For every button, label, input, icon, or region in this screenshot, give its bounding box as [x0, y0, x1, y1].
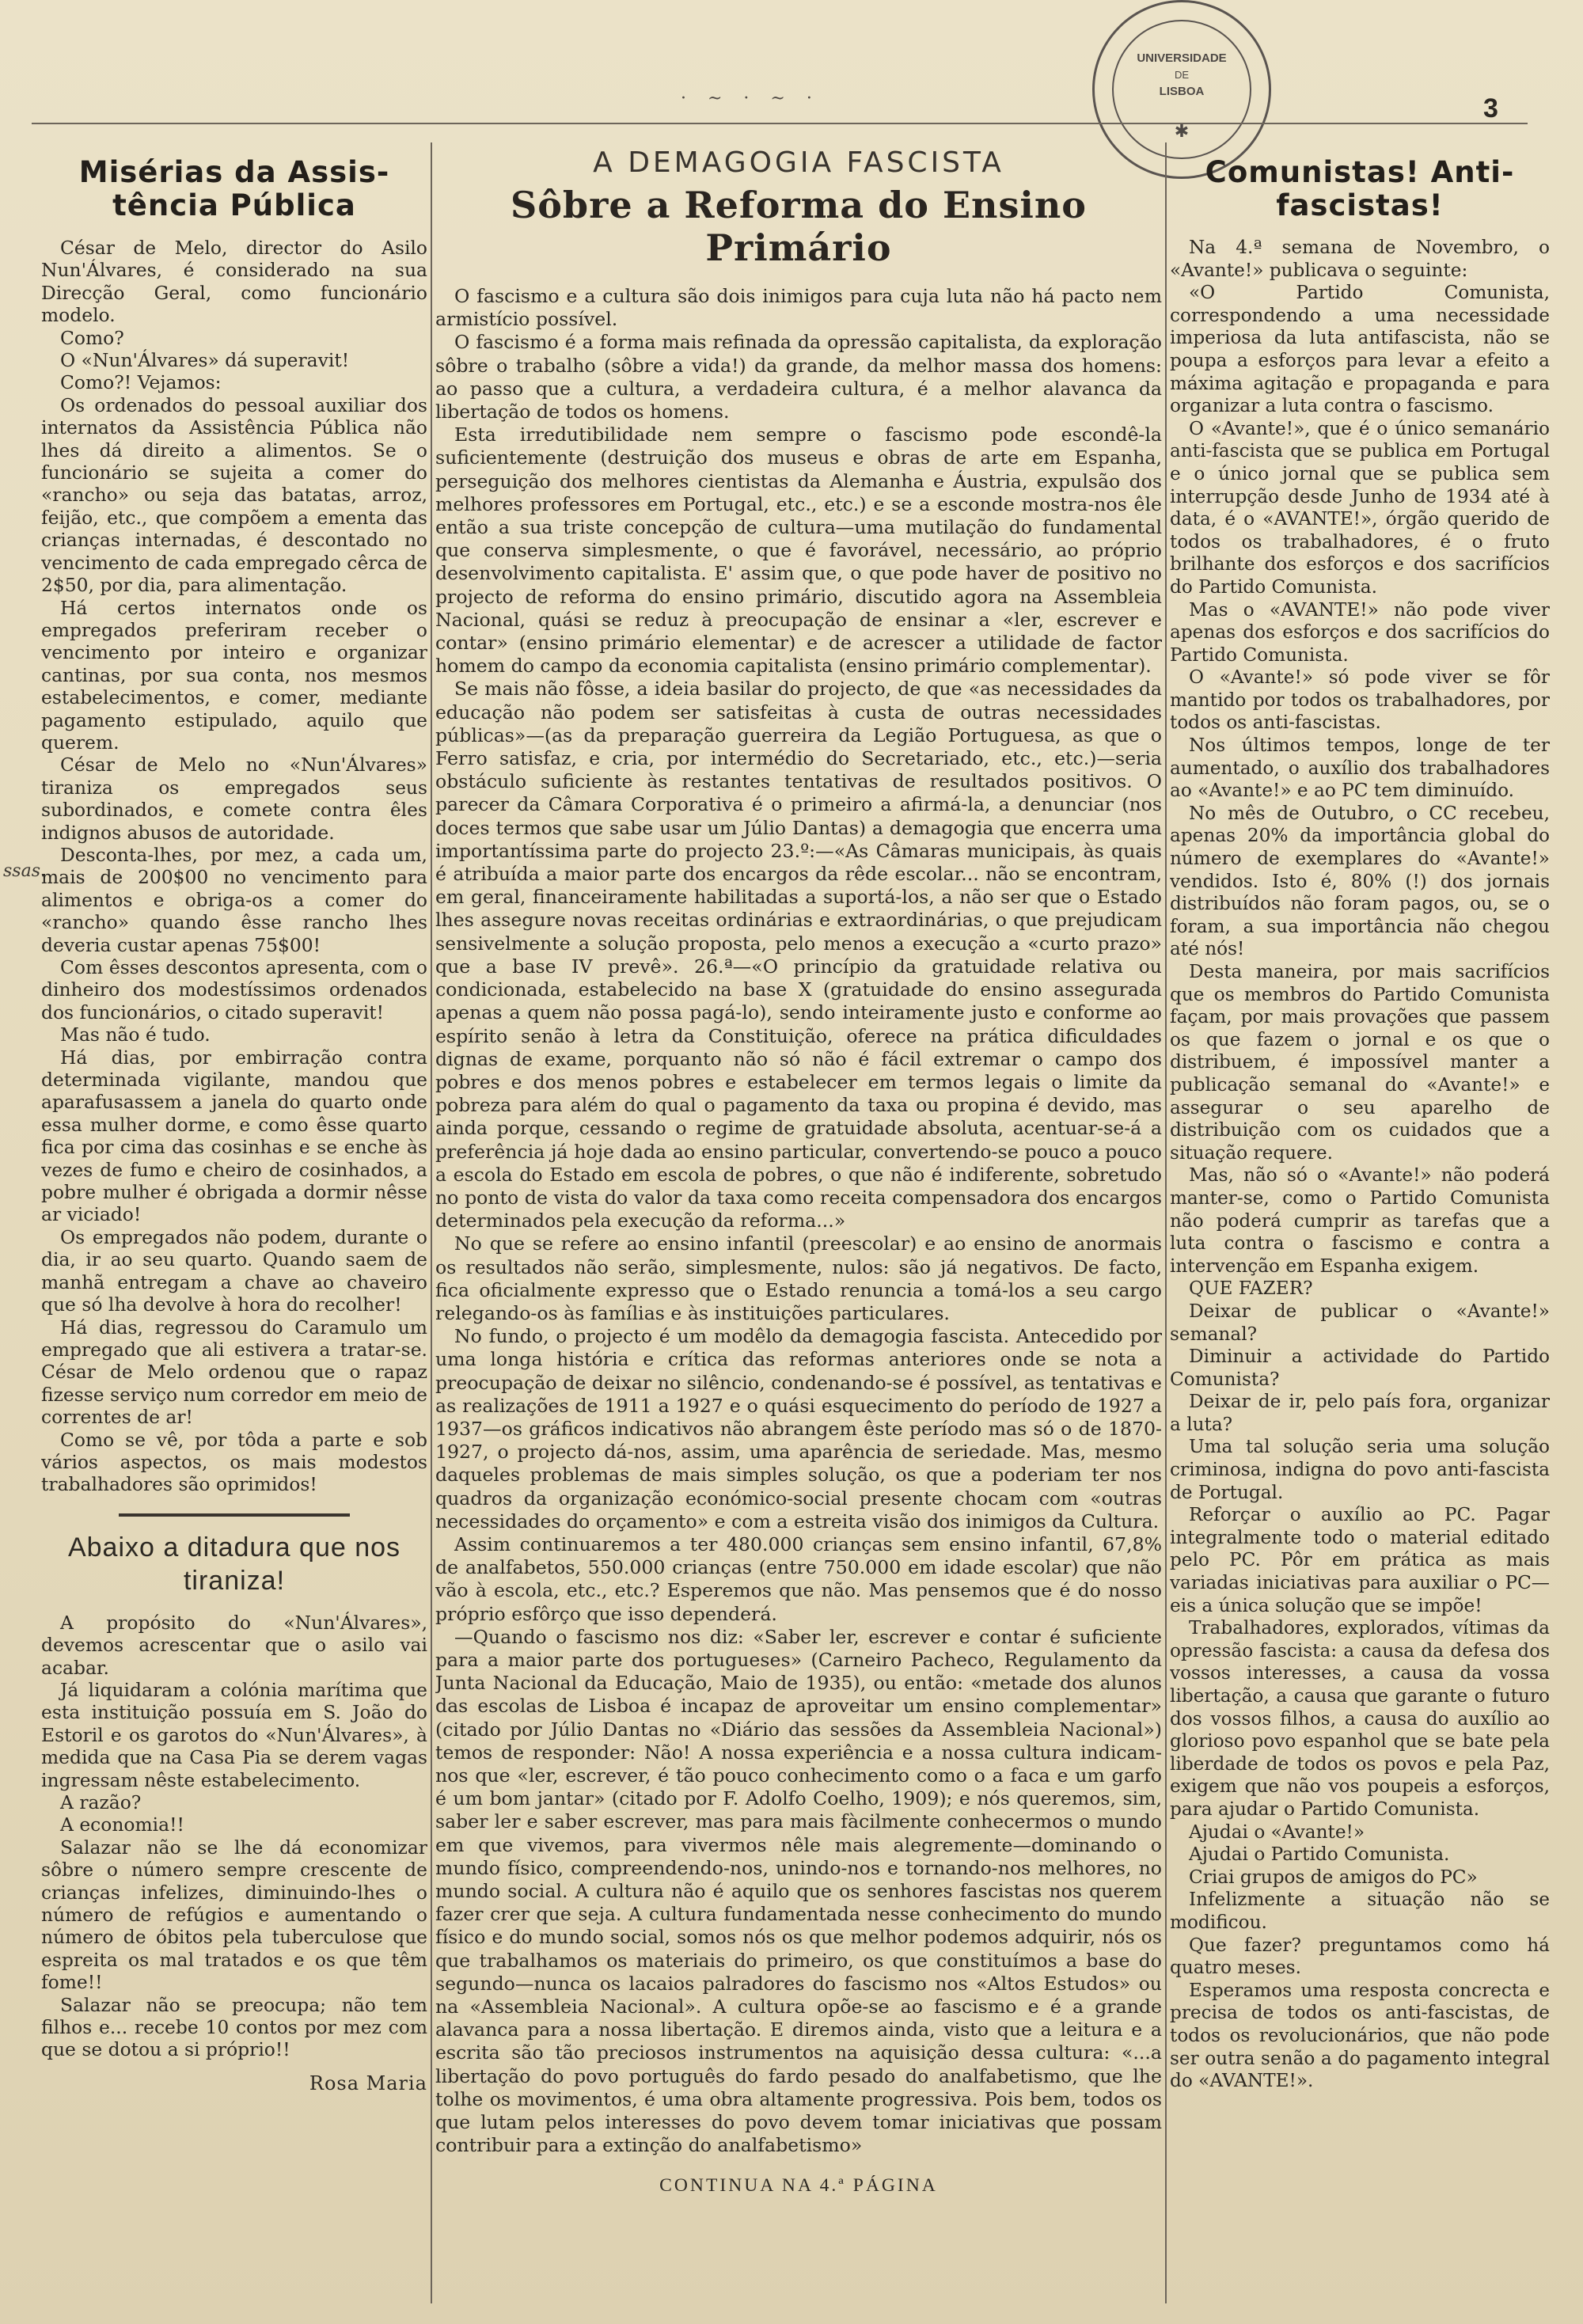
paragraph: Que fazer? preguntamos como há quatro meses. [1170, 1934, 1550, 1979]
right-article-body [1170, 237, 1550, 2093]
paragraph: O «Avante!» só pode viver se fôr mantido por todos os trabalhadores, por todos os anti-fascistas. [1170, 666, 1550, 734]
stamp-star-icon: ✱ [1174, 121, 1190, 141]
paragraph: Desconta-lhes, por mez, a cada um, mais de 200$00 no vencimento para alimentos e obriga-os a comer do «rancho» quando êsse rancho lhes deveria custar apenas 75$00! [41, 843, 427, 956]
paragraph: Desta maneira, por mais sacrifícios que os membros do Partido Comunista façam, por mais provações que passem os que fazem o jornal e os que o distribuem, é impossível manter a publicação semanal do «Avante!» e assegurar o seu aparelho de distribuição com os cuidados que a situação requere. [1170, 961, 1550, 1164]
paragraph: Os ordenados do pessoal auxiliar dos internatos da Assistência Pública não lhes dá direito a alimentos. Se o funcionário se sujeita a comer do «rancho» ou seja das batatas, arroz, feijão, etc., que compõem a ementa das crianças internadas, é descontado no vencimento de cada empregado cêrca de 2$50, por dia, para alimentação. [41, 393, 427, 597]
paragraph: —Quando o fascismo nos diz: «Saber ler, escrever e contar é suficiente para a maior parte dos portugueses» (Carneiro Pacheco, Regulamento da Junta Nacional da Educação, Maio de 1935), ou então: «metade dos alunos das escolas de Lisboa é incapaz de aproveitar um ensino complementar» (citado por Júlio Dantas no «Diário das sessões da Assembleia Nacional») temos de responder: Não! A nossa experiência e a nossa cultura indicam-nos que «ler, escrever, é tão pouco conhecimento como o a faca e um garfo é um bom jantar» (citado por F. Adolfo Coelho, 1909); e nós queremos, sim, saber ler e saber escrever, mas para mais fàcilmente conhecermos o mundo em que vivemos, para vivermos nêle mais alegremente—dominando o mundo físico, compreendendo-nos, unindo-nos e tornando-nos melhores, no mundo social. A cultura não é aquilo que os senhores fascistas nos querem fazer crer que seja. A cultura fundamentada nesse conhecimento do mundo físico e do mundo social, somos nós os que melhor podemos adquirir, nós os que trabalhamos os materiais do primeiro, os que constituímos a base do segundo—nunca os lacaios palradores do fascismo nos «Altos Estudos» ou na «Assembleia Nacional». A cultura opõe-se ao fascismo e é a grande alavanca para a nossa libertação. E diremos ainda, visto que a leitura e a escrita são tão preciosos instrumentos na aquisição dessa cultura: «...a libertação do povo português do fardo pesado do analfabetismo, que lhe tolhe os movimentos, é uma obra altamente progressiva. Pois bem, todos os que lutam pelos interesses do povo devem tomar iniciativas que possam contribuir para a extinção do analfabetismo» [435, 1625, 1162, 2157]
paragraph: Como se vê, por tôda a parte e sob vários aspectos, os mais modestos trabalhadores são oprimidos! [41, 1428, 427, 1496]
paragraph: Salazar não se lhe dá economizar sôbre o número sempre crescente de crianças infelizes, diminuindo-lhes o número de refúgios e aumentando o número de óbitos pela tuberculose que espreita os mal tratados e os que têm fome!! [41, 1836, 427, 1994]
separator-rule [119, 1513, 351, 1517]
paragraph: Mas, não só o «Avante!» não poderá manter-se, como o Partido Comunista não poderá cumprir as tarefas que a luta contra o fascismo e contra a intervenção em Espanha exigem. [1170, 1164, 1550, 1277]
left-article-body [41, 237, 427, 1496]
paragraph: Diminuir a actividade do Partido Comunista? [1170, 1346, 1550, 1390]
column-rule-left [431, 142, 432, 2303]
paragraph: Infelizmente a situação não se modificou. [1170, 1889, 1550, 1933]
paragraph: O «Avante!», que é o único semanário anti-fascista que se publica em Portugal e o único jornal que se publica sem interrupção desde Junho de 1934 até à data, é o «AVANTE!», órgão querido de todos os trabalhadores, é o fruto brilhante dos esforços e dos sacrifícios do Partido Comunista. [1170, 417, 1550, 598]
paragraph: «O Partido Comunista, correspondendo a uma necessidade imperiosa da luta antifascista, não se poupa a esforços para levar a efeito a máxima agitação e propaganda e para organizar a luta contra o fascismo. [1170, 282, 1550, 417]
center-column [435, 139, 1162, 2299]
paragraph: No que se refere ao ensino infantil (preescolar) e ao ensino de anormais os resultados não serão, simplesmente, nulos: são já negativos. De facto, fica oficialmente expresso que o Estado renuncia a tomá-los a seu cargo relegando-os às famílias e às instituições particulares. [435, 1232, 1162, 1324]
paragraph: Os empregados não podem, durante o dia, ir ao seu quarto. Quando saem de manhã entregam a chave ao chaveiro que só lha devolve à hora do recolher! [41, 1225, 427, 1316]
paragraph: Trabalhadores, explorados, vítimas da opressão fascista: a causa da defesa dos vossos interesses, a causa da vossa libertação, a causa que garante o futuro dos vossos filhos, a causa do auxílio ao glorioso povo espanhol que se bate pela liberdade de todos os povos e pela Paz, exigem que não vos poupeis a esforços, para ajudar o Partido Comunista. [1170, 1617, 1550, 1820]
paragraph: Deixar de publicar o «Avante!» semanal? [1170, 1300, 1550, 1345]
stamp-line-3: LISBOA [1159, 85, 1205, 98]
paragraph: O «Nun'Álvares» dá superavit! [60, 349, 350, 372]
paragraph: Reforçar o auxílio ao PC. Pagar integralmente todo o material editado pelo PC. Pôr em prática as mais variadas iniciativas para auxiliar o PC—eis a única solução que se impõe! [1170, 1504, 1550, 1616]
center-kicker: A DEMAGOGIA FASCISTA [593, 146, 1004, 179]
paragraph: Ajudai o «Avante!» [1189, 1821, 1365, 1843]
left-headline: Misérias da Assis-tência Pública [78, 155, 390, 222]
left-article-body-2 [41, 1612, 427, 2061]
center-headline: Sôbre a Reforma do Ensino Primário [511, 184, 1087, 269]
paragraph: Deixar de ir, pelo país fora, organizar a luta? [1170, 1391, 1550, 1435]
paragraph: Na 4.ª semana de Novembro, o «Avante!» publicava o seguinte: [1170, 237, 1550, 281]
paragraph: Criai grupos de amigos do PC» [1189, 1866, 1478, 1888]
stamp-line-1: UNIVERSIDADE [1137, 51, 1227, 65]
right-headline: Comunistas! Anti-fascistas! [1205, 155, 1515, 222]
paragraph: Nos últimos tempos, longe de ter aumentado, o auxílio dos trabalhadores ao «Avante!» e ao PC tem diminuído. [1170, 735, 1550, 802]
right-column [1170, 139, 1550, 2299]
paragraph: O fascismo e a cultura são dois inimigos para cuja luta não há pacto nem armistício possível. [435, 285, 1162, 331]
paragraph: Mas o «AVANTE!» não pode viver apenas dos esforços e dos sacrifícios do Partido Comunista. [1170, 598, 1550, 666]
paragraph: No mês de Outubro, o CC recebeu, apenas 20% da importância global do número de exemplares do «Avante!» vendidos. Isto é, 80% (!) dos jornais distribuídos não foram pagos, ou, se o foram, a sua importância não chegou até nós! [1170, 802, 1550, 960]
header-rule [32, 123, 1528, 124]
paragraph: A economia!! [60, 1813, 184, 1836]
paragraph: Esta irredutibilidade nem sempre o fascismo pode escondê-la suficientemente (destruição dos museus e obras de arte em Espanha, perseguição dos melhores cientistas da Alemanha e Áustria, expulsão dos melhores professores em Portugal, etc., etc.) e se a esconde mostra-nos êle então a sua triste concepção de cultura—uma mutilação do fundamental que conserva simplesmente, o que é favorável, necessário, ao próprio desenvolvimento capitalista. E' assim que, o que pode haver de positivo no projecto de reforma do ensino primário, discutido agora na Assembleia Nacional, quási se reduz à preocupação de ensinar a «ler, escrever e contar» (ensino primário elementar) e de acrescer a utilidade de factor homem do campo da economia capitalista (ensino primário complementar). [435, 423, 1162, 678]
paragraph: Assim continuaremos a ter 480.000 crianças sem ensino infantil, 67,8% de analfabetos, 550.000 crianças (entre 750.000 em idade escolar) que não vão à escola, etc., etc.? Esperemos que não. Mas pensemos que é do nosso próprio esfôrço que isso dependerá. [435, 1532, 1162, 1625]
paragraph: Como?! Vejamos: [60, 371, 222, 394]
paragraph: Há certos internatos onde os empregados preferiram receber o vencimento por inteiro e organizar cantinas, por sua conta, nos mesmos estabelecimentos, e comer, mediante pagamento estipulado, aquilo que querem. [41, 596, 427, 754]
paragraph: QUE FAZER? [1189, 1278, 1313, 1300]
margin-fragment: ssas. [3, 861, 46, 881]
column-rule-right [1165, 142, 1167, 2303]
left-subheadline: Abaixo a ditadura que nos tiraniza! [67, 1532, 401, 1596]
paragraph: Há dias, por embirração contra determinada vigilante, mandou que aparafusassem a janela do quarto onde essa mulher dorme, e como êsse quarto fica por cima das cosinhas e se enche às vezes de fumo e cheiro de cosinhados, a pobre mulher é obrigada a dormir nêsse ar viciado! [41, 1046, 427, 1226]
paragraph: César de Melo no «Nun'Álvares» tiraniza os empregados seus subordinados, e comete contra êles indignos abusos de autoridade. [41, 754, 427, 844]
top-ornament: · ~ · ~ · [681, 89, 820, 108]
paragraph: No fundo, o projecto é um modêlo da demagogia fascista. Antecedido por uma longa história e crítica das reformas anteriores onde se nota a preocupação de deixar no silêncio, condenando-se é possível, as tentativas e as realizações de 1911 a 1927 e o quási esquecimento do período de 1927 a 1937—os gráficos indicativos não abrangem êste período mas só o de 1870-1927, o projecto dá-nos, assim, uma aparência de seriedade. Mas, mesmo daqueles problemas de mais simples solução, os que a poderiam ter nos quadros da organização económico-social presente chocam com «outras necessidades do orçamento» e com a estreita visão dos inimigos da Cultura. [435, 1325, 1162, 1532]
paragraph: Mas não é tudo. [60, 1023, 211, 1046]
paragraph: A propósito do «Nun'Álvares», devemos acrescentar que o asilo vai acabar. [41, 1611, 427, 1679]
paragraph: O fascismo é a forma mais refinada da opressão capitalista, da exploração sôbre o trabalho (sôbre a vida!) da grande, da melhor massa dos homens: ao passo que a cultura, a verdadeira cultura, é a melhor alavanca da libertação de todos os homens. [435, 331, 1162, 423]
paragraph: Com êsses descontos apresenta, com o dinheiro dos modestíssimos ordenados dos funcionários, o citado superavit! [41, 956, 427, 1023]
page-number: 3 [1483, 93, 1498, 123]
paragraph: Já liquidaram a colónia marítima que esta instituição possuía em S. João do Estoril e os garotos do «Nun'Álvares», à medida que na Casa Pia se derem vagas ingressam nêste estabelecimento. [41, 1678, 427, 1791]
center-article-body [435, 285, 1162, 2157]
paragraph: A razão? [60, 1791, 142, 1813]
author-signature: Rosa Maria [309, 2071, 427, 2094]
continued-note: CONTINUA NA 4.ª PÁGINA [659, 2175, 938, 2197]
stamp-line-2: DE [1174, 69, 1190, 81]
paragraph: Uma tal solução seria uma solução criminosa, indigna do povo anti-fascista de Portugal. [1170, 1436, 1550, 1503]
paragraph: Há dias, regressou do Caramulo um empregado que ali estivera a tratar-se. César de Melo ordenou que o rapaz fizesse serviço num corredor em meio de correntes de ar! [41, 1316, 427, 1429]
paragraph: Como? [60, 326, 124, 349]
paragraph: Ajudai o Partido Comunista. [1189, 1844, 1450, 1866]
paragraph: César de Melo, director do Asilo Nun'Álvares, é considerado na sua Direcção Geral, como funcionário modelo. [41, 237, 427, 327]
paragraph: Se mais não fôsse, a ideia basilar do projecto, de que «as necessidades da educação não podem ser satisfeitas à custa de outras necessidades públicas»—(as da preparação guerreira da Legião Portuguesa, as que o Ferro satisfaz, e cria, por intermédio do Secretariado, etc., etc.)—seria obstáculo suficiente às restantes tentativas de resultados positivos. O parecer da Câmara Corporativa é o primeiro a afirmá-la, a denunciar (nos doces termos que sabe usar um Júlio Dantas) a demagogia que encerra uma importantíssima parte do projecto 23.º:—«As Câmaras municipais, às quais é atribuída a maior parte dos encargos da rêde escolar... não se encontram, em geral, financeiramente habilitadas a suportá-los, a não ser que o Estado lhes assegure novas receitas ordinárias e extraordinárias, o que prejudicam sensivelmente a solução proposta, pelo menos a execução a «curto prazo» que a base IV prevê». 26.ª—«O princípio da gratuidade relativa ou condicionada, estabelecido na base X (gratuidade do ensino assegurada apenas a quem não possa pagá-lo), sendo inteiramente justo e conforme ao espírito senão à letra da Constituição, oferece na prática dificuldades dignas de exame, porquanto não só não é fácil extremar o campo dos pobres e dos menos pobres e estabelecer em termos legais o limite da pobreza para além do qual o pagamento da taxa ou propina é devido, mas ainda porque, cessando o regime de gratuidade absoluta, acentuar-se-á a preferência já hoje dada ao ensino particular, convertendo-se pouco a pouco a escola do Estado em escola de pobres, o que não é indiferente, sobretudo no ponto de vista do valor da taxa como receita compensadora dos encargos determinados pela execução da reforma...» [435, 678, 1162, 1232]
paragraph: Salazar não se preocupa; não tem filhos e... recebe 10 contos por mez com que se dotou a si próprio!! [41, 1993, 427, 2061]
left-column [41, 139, 427, 2299]
paragraph: Esperamos uma resposta concrecta e precisa de todos os anti-fascistas, de todos os revolucionários, que não pode ser outra senão a do pagamento integral do «AVANTE!». [1170, 1979, 1550, 2092]
